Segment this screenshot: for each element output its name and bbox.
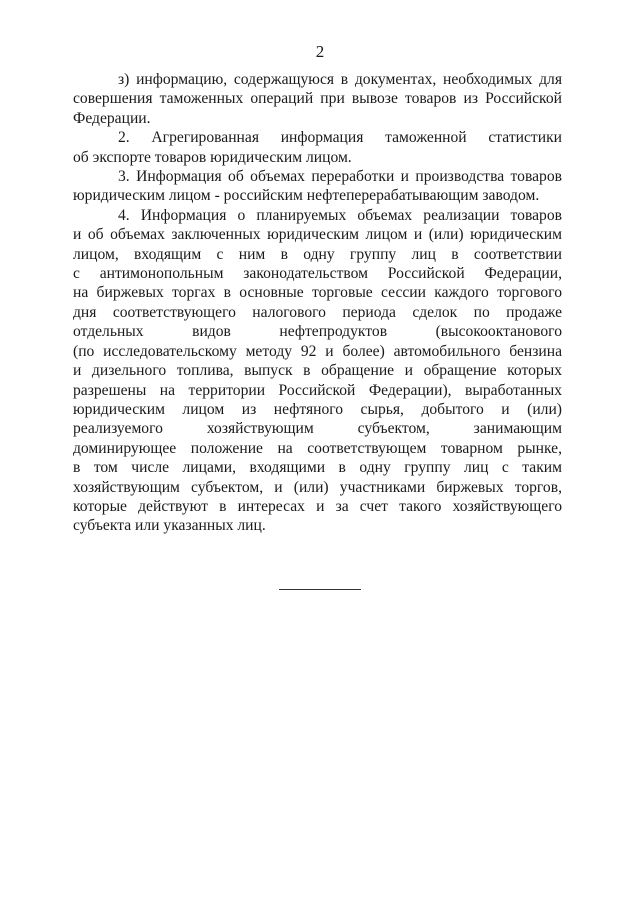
page-number: 2 (315, 42, 325, 61)
text-line: (по исследовательскому методу 92 и более) автомобильного бензина (73, 342, 562, 360)
paragraph-item-4 (73, 206, 562, 536)
text-line: 2. Агрегированная информация таможенной статистики (118, 129, 562, 147)
text-line: об экспорте товаров юридическим лицом. (73, 148, 352, 166)
text-line: юридическим лицом - российским нефтеперерабатывающим заводом. (73, 187, 540, 205)
paragraph-item-2 (73, 128, 562, 167)
document-body (73, 70, 562, 536)
text-line: дня соответствующего налогового периода сделок по продаже (73, 303, 562, 321)
text-line: с антимонопольным законодательством Российской Федерации, (73, 265, 562, 283)
text-line: и дизельного топлива, выпуск в обращение и обращение которых (73, 362, 562, 380)
text-line: доминирующее положение на соответствующем товарном рынке, (73, 439, 562, 457)
text-line: отдельных видов нефтепродуктов (высокооктанового (73, 323, 562, 341)
text-line: которые действуют в интересах и за счет такого хозяйствующего (73, 497, 562, 515)
paragraph-item-z (73, 70, 562, 128)
text-line: 4. Информация о планируемых объемах реализации товаров (118, 206, 562, 224)
text-line: на биржевых торгах в основные торговые сессии каждого торгового (73, 284, 562, 302)
text-line: Федерации. (73, 109, 151, 127)
text-line: хозяйствующим субъектом, и (или) участниками биржевых торгов, (73, 478, 562, 496)
end-of-document-rule (279, 589, 361, 590)
text-line: юридическим лицом из нефтяного сырья, добытого и (или) (73, 400, 562, 418)
text-line: субъекта или указанных лиц. (73, 517, 266, 535)
paragraph-item-3 (73, 167, 562, 206)
text-line: разрешены на территории Российской Федерации), выработанных (73, 381, 562, 399)
text-line: лицом, входящим с ним в одну группу лиц в соответствии (73, 245, 562, 263)
text-line: и об объемах заключенных юридическим лицом и (или) юридическим (73, 226, 562, 244)
text-line: совершения таможенных операций при вывозе товаров из Российской (73, 90, 562, 108)
text-line: 3. Информация об объемах переработки и производства товаров (118, 168, 562, 186)
text-line: в том числе лицами, входящими в одну группу лиц с таким (73, 459, 562, 477)
text-line: реализуемого хозяйствующим субъектом, занимающим (73, 420, 562, 438)
text-line: з) информацию, содержащуюся в документах, необходимых для (118, 71, 562, 88)
